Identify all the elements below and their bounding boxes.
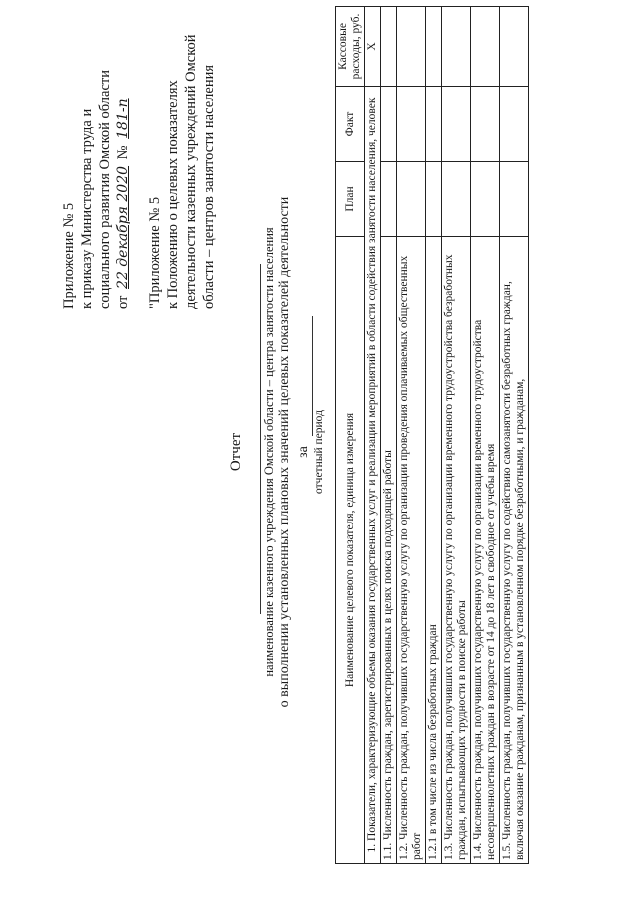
- plan-cell: [442, 162, 471, 237]
- report-subtitle: о выполнении установленных плановых значений целевых показателей деятельности: [277, 196, 292, 708]
- fact-cell: [397, 87, 426, 162]
- institution-name-line: [260, 264, 261, 614]
- date-prefix: от: [115, 295, 131, 309]
- handwritten-number: 181-п: [115, 98, 131, 139]
- table-row: [397, 7, 426, 864]
- plan-cell: [381, 162, 397, 237]
- expenses-cell: [471, 7, 500, 87]
- fact-cell: [381, 87, 397, 162]
- report-title: Отчет: [228, 432, 244, 472]
- appendix-line-1: Приложение № 5: [61, 202, 77, 309]
- row-label: 1.1. Численность граждан, зарегистрированных в целях поиска подходящей работы: [381, 237, 397, 864]
- expenses-cell: [381, 7, 397, 87]
- number-prefix: №: [115, 145, 131, 160]
- appendix-line-8: области – центров занятости населения: [201, 64, 217, 309]
- plan-cell: [397, 162, 426, 237]
- period-label: за: [296, 446, 311, 458]
- fact-cell: [500, 87, 529, 162]
- table-row: [471, 7, 500, 864]
- row-label: 1.2.1 в том числе из числа безработных граждан: [426, 237, 442, 864]
- table-header-row: [336, 7, 365, 864]
- section-x-mark: Х: [365, 7, 381, 87]
- appendix-date-line: [114, 9, 132, 309]
- plan-cell: [426, 162, 442, 237]
- section-title: 1. Показатели, характеризующие объемы оказания государственных услуг и реализации мероприятий в области содействия занятости населения, человек: [365, 87, 381, 864]
- appendix-line-2: к приказу Министерства труда и: [79, 108, 95, 309]
- table-row: [500, 7, 529, 864]
- expenses-cell: [397, 7, 426, 87]
- expenses-cell: [426, 7, 442, 87]
- header-fact: Факт: [336, 87, 365, 162]
- table-row: [381, 7, 397, 864]
- fact-cell: [442, 87, 471, 162]
- table-row: [426, 7, 442, 864]
- header-indicator: Наименование целевого показателя, единица измерения: [336, 237, 365, 864]
- row-label: 1.5. Численность граждан, получивших государственную услугу по содействию самозанятости безработных граждан, включая оказание гражданам, признанным в установленном порядке безработными, и гражданам,: [500, 237, 529, 864]
- fact-cell: [471, 87, 500, 162]
- table-section-row: [365, 7, 381, 864]
- appendix-line-3: социального развития Омской области: [97, 70, 113, 309]
- appendix-line-5: "Приложение № 5: [147, 196, 163, 309]
- fact-cell: [426, 87, 442, 162]
- row-label: 1.3. Численность граждан, получивших государственную услугу по организации временного трудоустройства безработных граждан, испытывающих трудности в поиске работы: [442, 237, 471, 864]
- appendix-header: [60, 9, 218, 309]
- institution-caption: наименование казенного учреждения Омской области – центра занятости населения: [262, 227, 276, 677]
- appendix-line-6: к Положению о целевых показателях: [165, 80, 181, 309]
- header-expenses: Кассовые расходы, руб.: [336, 7, 365, 87]
- expenses-cell: [500, 7, 529, 87]
- expenses-cell: [442, 7, 471, 87]
- handwritten-date: 22 декабря 2020: [115, 165, 131, 289]
- plan-cell: [471, 162, 500, 237]
- indicators-table: [335, 6, 529, 864]
- plan-cell: [500, 162, 529, 237]
- period-caption: отчетный период: [313, 410, 325, 494]
- header-plan: План: [336, 162, 365, 237]
- row-label: 1.4. Численность граждан, получивших государственную услугу по организации временного трудоустройства несовершеннолетних граждан в возрасте от 14 до 18 лет в свободное от учебы время: [471, 237, 500, 864]
- appendix-line-7: деятельности казенных учреждений Омской: [183, 34, 199, 309]
- table-row: [442, 7, 471, 864]
- row-label: 1.2. Численность граждан, получивших государственную услугу по организации проведения оплачиваемых общественных работ: [397, 237, 426, 864]
